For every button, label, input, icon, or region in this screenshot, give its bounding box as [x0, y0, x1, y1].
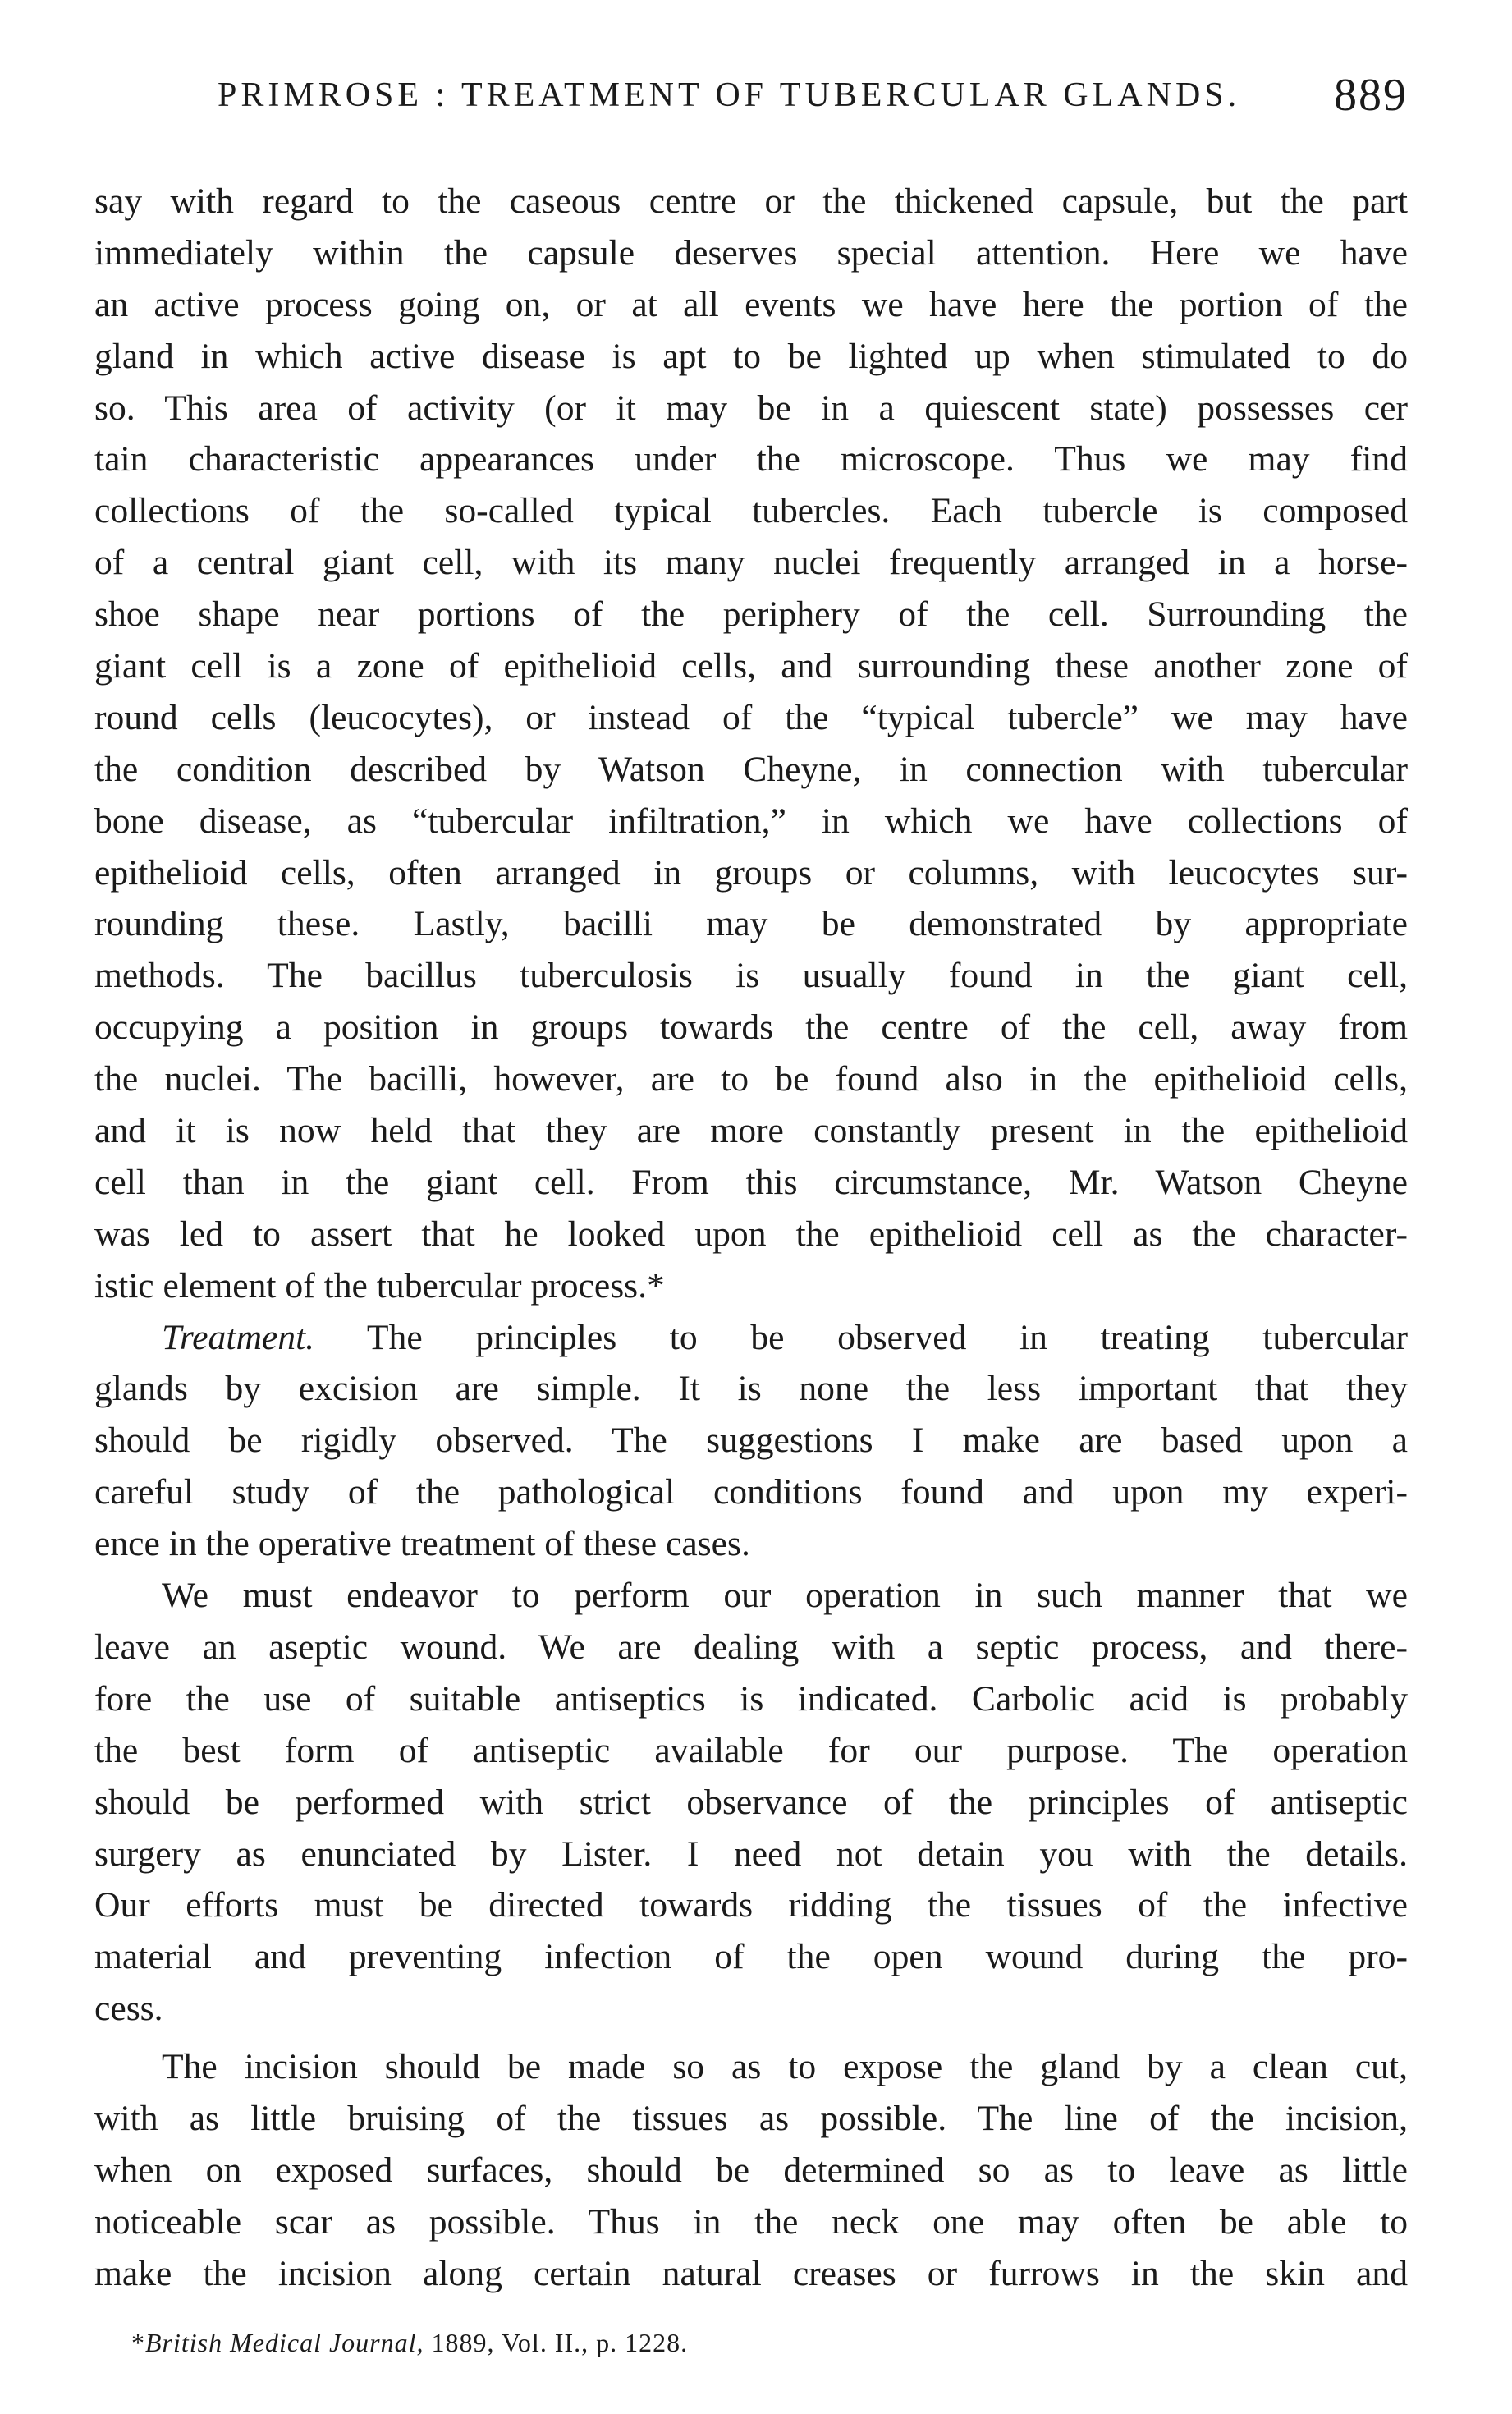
text-line: shoe shape near portions of the periphery of the cell. Surrounding the	[94, 594, 1408, 635]
text-line: collections of the so-called typical tubercles. Each tubercle is composed	[94, 491, 1408, 531]
text-line: leave an aseptic wound. We are dealing with a septic process, and there-	[94, 1627, 1408, 1667]
text-line: make the incision along certain natural creases or furrows in the skin and	[94, 2253, 1408, 2293]
text-line: round cells (leucocytes), or instead of the “typical tubercle” we may have	[94, 697, 1408, 737]
text-line: cess.	[94, 1989, 163, 2029]
text-line: glands by excision are simple. It is none the less important that they	[94, 1369, 1408, 1409]
text-line: fore the use of suitable antiseptics is indicated. Carbolic acid is probably	[94, 1678, 1408, 1719]
footnote	[131, 2328, 688, 2358]
footnote-marker: *	[131, 2328, 145, 2357]
text-line: surgery as enunciated by Lister. I need not detain you with the details.	[94, 1833, 1408, 1874]
text-line: of a central giant cell, with its many nuclei frequently arranged in a horse-	[94, 543, 1408, 583]
text-line: the condition described by Watson Cheyne, in connection with tubercular	[94, 749, 1408, 789]
text-line: the best form of antiseptic available for our purpose. The operation	[94, 1730, 1408, 1770]
text-line: tain characteristic appearances under the microscope. Thus we may find	[94, 439, 1408, 480]
text-line: ence in the operative treatment of these cases.	[94, 1524, 750, 1564]
text-line: with as little bruising of the tissues as possible. The line of the incision,	[94, 2098, 1408, 2138]
text-line: careful study of the pathological conditions found and upon my experi-	[94, 1472, 1408, 1512]
text-line: so. This area of activity (or it may be in a quiescent state) possesses cer	[94, 388, 1408, 428]
footnote-citation: 1889, Vol. II., p. 1228.	[424, 2328, 689, 2357]
text-line: immediately within the capsule deserves special attention. Here we have	[94, 232, 1408, 273]
text-line: cell than in the giant cell. From this circumstance, Mr. Watson Cheyne	[94, 1162, 1408, 1202]
paragraph-pathology	[94, 176, 1408, 1312]
text-line: istic element of the tubercular process.*	[94, 1265, 665, 1306]
text-line: methods. The bacillus tuberculosis is usually found in the giant cell,	[94, 956, 1408, 996]
text-line: material and preventing infection of the open wound during the pro-	[94, 1937, 1408, 1977]
section-heading-treatment: Treatment.	[162, 1317, 315, 1357]
text-line: noticeable scar as possible. Thus in the neck one may often be able to	[94, 2201, 1408, 2242]
text-line: The incision should be made so as to expose the gland by a clean cut,	[162, 2047, 1408, 2087]
paragraph-incision	[94, 2041, 1408, 2299]
text-line: should be rigidly observed. The suggestions I make are based upon a	[94, 1420, 1408, 1461]
text-line: giant cell is a zone of epithelioid cells, and surrounding these another zone of	[94, 646, 1408, 686]
text-run: The principles to be observed in treating tubercular	[314, 1317, 1408, 1357]
footnote-journal: British Medical Journal,	[145, 2328, 424, 2357]
running-title: PRIMROSE : TREATMENT OF TUBERCULAR GLANDS.	[218, 76, 1241, 114]
text-line: the nuclei. The bacilli, however, are to be found also in the epithelioid cells,	[94, 1059, 1408, 1099]
text-line: should be performed with strict observance of the principles of antiseptic	[94, 1782, 1408, 1822]
text-line: and it is now held that they are more constantly present in the epithelioid	[94, 1111, 1408, 1151]
text-line: an active process going on, or at all events we have here the portion of the	[94, 284, 1408, 324]
text-line	[94, 1312, 1408, 1364]
paragraph-aseptic	[94, 1570, 1408, 2035]
running-head	[94, 70, 1408, 133]
paragraph-treatment	[94, 1312, 1408, 1570]
text-line: We must endeavor to perform our operation in such manner that we	[162, 1576, 1408, 1616]
text-line: occupying a position in groups towards the centre of the cell, away from	[94, 1007, 1408, 1048]
text-line: gland in which active disease is apt to be lighted up when stimulated to do	[94, 336, 1408, 376]
text-line: bone disease, as “tubercular infiltration,” in which we have collections of	[94, 801, 1408, 841]
text-line: say with regard to the caseous centre or the thickened capsule, but the part	[94, 181, 1408, 221]
text-line: epithelioid cells, often arranged in groups or columns, with leucocytes sur-	[94, 852, 1408, 893]
text-line: when on exposed surfaces, should be determined so as to leave as little	[94, 2150, 1408, 2190]
page-number: 889	[1334, 70, 1408, 121]
text-line: Our efforts must be directed towards ridding the tissues of the infective	[94, 1885, 1408, 1925]
text-line: rounding these. Lastly, bacilli may be demonstrated by appropriate	[94, 904, 1408, 944]
body-text	[94, 176, 1408, 2300]
paragraph-gap	[94, 2035, 1408, 2041]
text-line: was led to assert that he looked upon the epithelioid cell as the character-	[94, 1214, 1408, 1254]
